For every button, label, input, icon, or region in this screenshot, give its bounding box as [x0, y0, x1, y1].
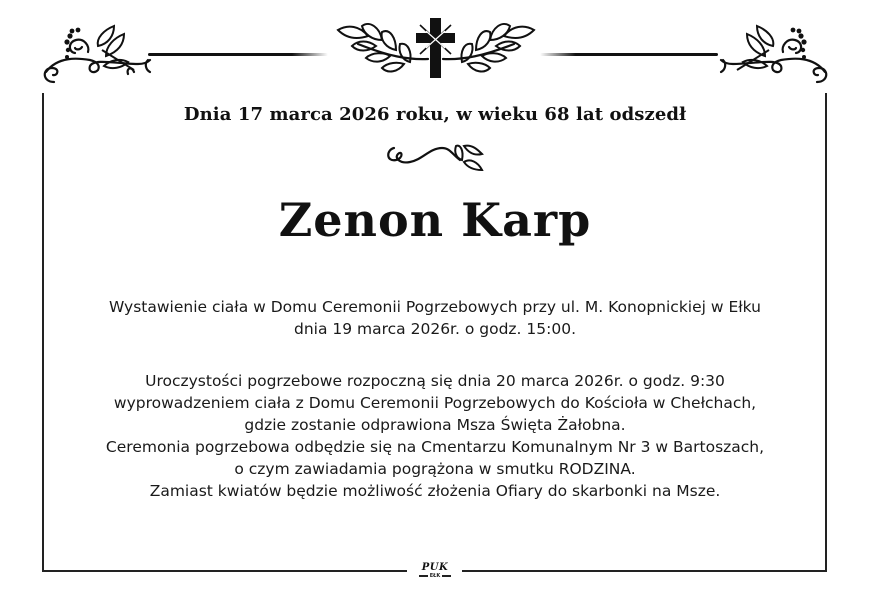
funeral-information [40, 370, 830, 502]
text-line: gdzie zostanie odprawiona Msza Święta Żałobna. [244, 416, 626, 434]
top-rule-left [148, 53, 328, 56]
floral-flourish-right-icon [718, 20, 833, 85]
puk-elk-logo [414, 563, 456, 579]
floral-flourish-left-icon [38, 20, 153, 85]
death-announcement-headline: Dnia 17 marca 2026 roku, w wieku 68 lat odszedł [183, 104, 687, 125]
deceased-name: Zenon Karp [278, 193, 592, 247]
text-line: Wystawienie ciała w Domu Ceremonii Pogrzebowych przy ul. M. Konopnickiej w Ełku [108, 298, 761, 316]
frame-bottom-border-right [462, 570, 827, 572]
top-rule-right [540, 53, 718, 56]
text-line: dnia 19 marca 2026r. o godz. 15:00. [293, 320, 577, 338]
logo-sub-text: EŁK [414, 573, 456, 579]
text-line: Ceremonia pogrzebowa odbędzie się na Cmentarzu Komunalnym Nr 3 w Bartoszach, [105, 438, 765, 456]
cross-with-laurel-icon [338, 14, 534, 80]
frame-bottom-border-left [42, 570, 407, 572]
text-line: o czym zawiadamia pogrążona w smutku RODZINA. [234, 460, 636, 478]
text-line: wyprowadzeniem ciała z Domu Ceremonii Pogrzebowych do Kościoła w Chełchach, [113, 394, 757, 412]
text-line: Zamiast kwiatów będzie możliwość złożenia Ofiary do skarbonki na Msze. [149, 482, 721, 500]
logo-main-text: PUK [421, 562, 449, 573]
text-line: Uroczystości pogrzebowe rozpoczną się dnia 20 marca 2026r. o godz. 9:30 [145, 372, 725, 390]
viewing-information [40, 296, 830, 340]
vine-divider-icon [386, 140, 484, 174]
